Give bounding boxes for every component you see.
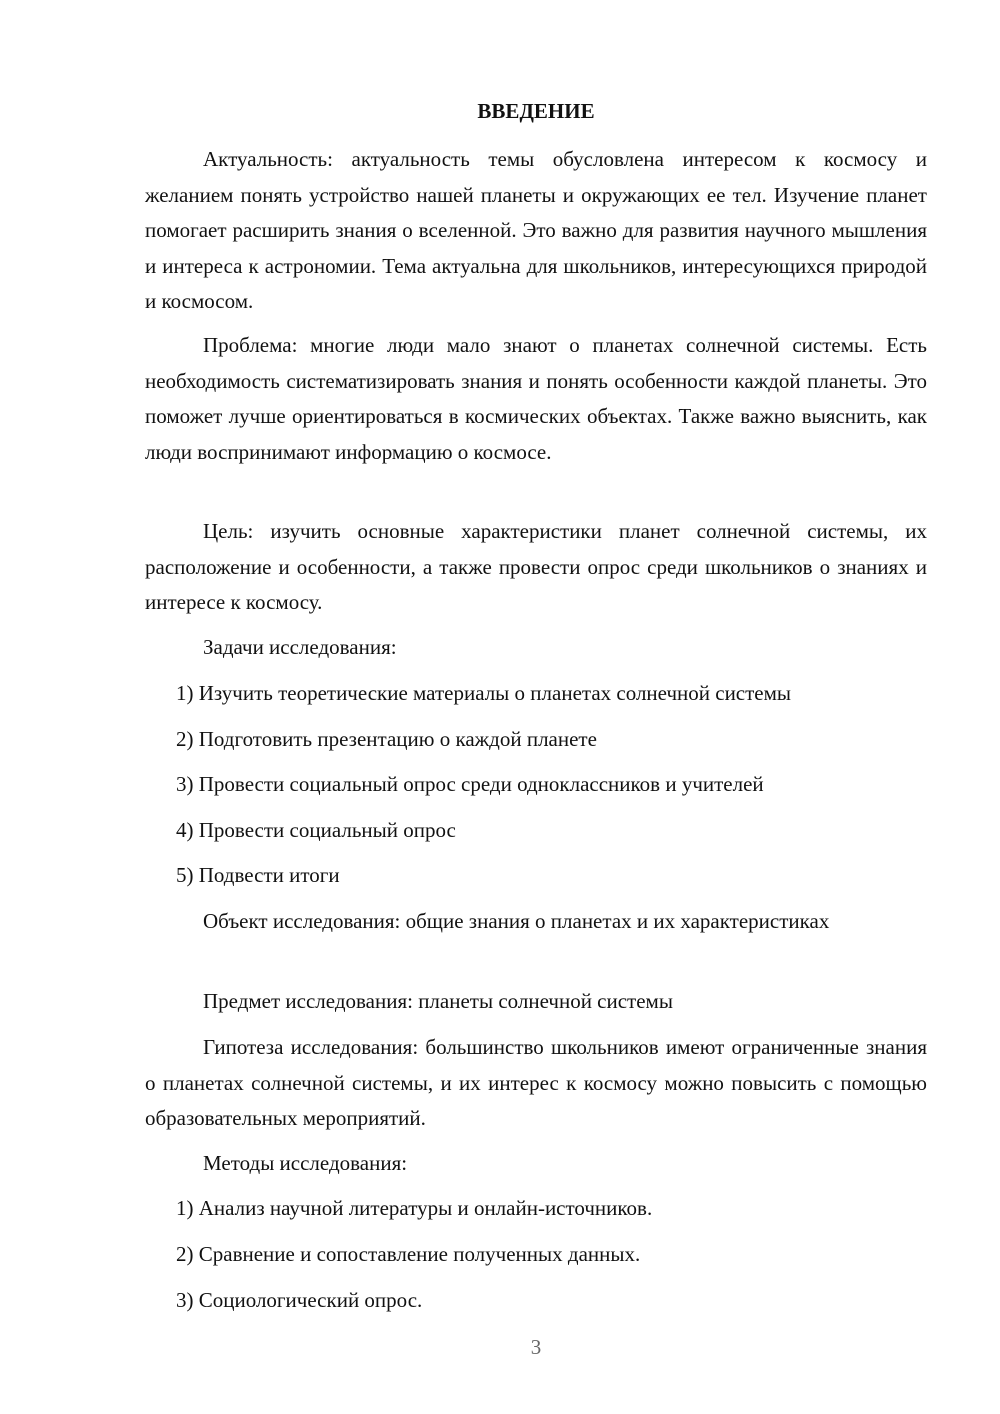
hypothesis-paragraph: Гипотеза исследования: большинство школьников имеют ограниченные знания о планетах солнечной системы, и их интерес к космосу можно повысить с помощью образовательных мероприятий. [145, 1035, 927, 1130]
section-heading: ВВЕДЕНИЕ [477, 99, 595, 123]
page-number: 3 [530, 1335, 542, 1359]
task-item: 4) Провести социальный опрос [176, 818, 456, 842]
methods-title: Методы исследования: [203, 1151, 408, 1175]
task-item: 1) Изучить теоретические материалы о планетах солнечной системы [176, 681, 792, 705]
tasks-title: Задачи исследования: [203, 635, 397, 659]
relevance-paragraph: Актуальность: актуальность темы обусловлена интересом к космосу и желанием понять устройство нашей планеты и окружающих ее тел. Изучение планет помогает расширить знания о вселенной. Это важно для развития научного мышления и интереса к астрономии. Тема актуальна для школьников, интересующихся природой и космосом. [145, 147, 927, 313]
task-item: 2) Подготовить презентацию о каждой планете [176, 727, 597, 751]
subject-paragraph: Предмет исследования: планеты солнечной системы [203, 989, 673, 1013]
problem-paragraph: Проблема: многие люди мало знают о планетах солнечной системы. Есть необходимость систематизировать знания и понять особенности каждой планеты. Это поможет лучше ориентироваться в космических объектах. Также важно выяснить, как люди воспринимают информацию о космосе. [145, 333, 927, 464]
object-paragraph: Объект исследования: общие знания о планетах и их характеристиках [203, 909, 830, 933]
method-item: 2) Сравнение и сопоставление полученных данных. [176, 1242, 641, 1266]
task-item: 5) Подвести итоги [176, 863, 340, 887]
method-item: 1) Анализ научной литературы и онлайн-источников. [176, 1196, 653, 1220]
task-item: 3) Провести социальный опрос среди одноклассников и учителей [176, 772, 764, 796]
goal-paragraph: Цель: изучить основные характеристики планет солнечной системы, их расположение и особенности, а также провести опрос среди школьников о знаниях и интересе к космосу. [145, 519, 927, 614]
method-item: 3) Социологический опрос. [176, 1288, 423, 1312]
